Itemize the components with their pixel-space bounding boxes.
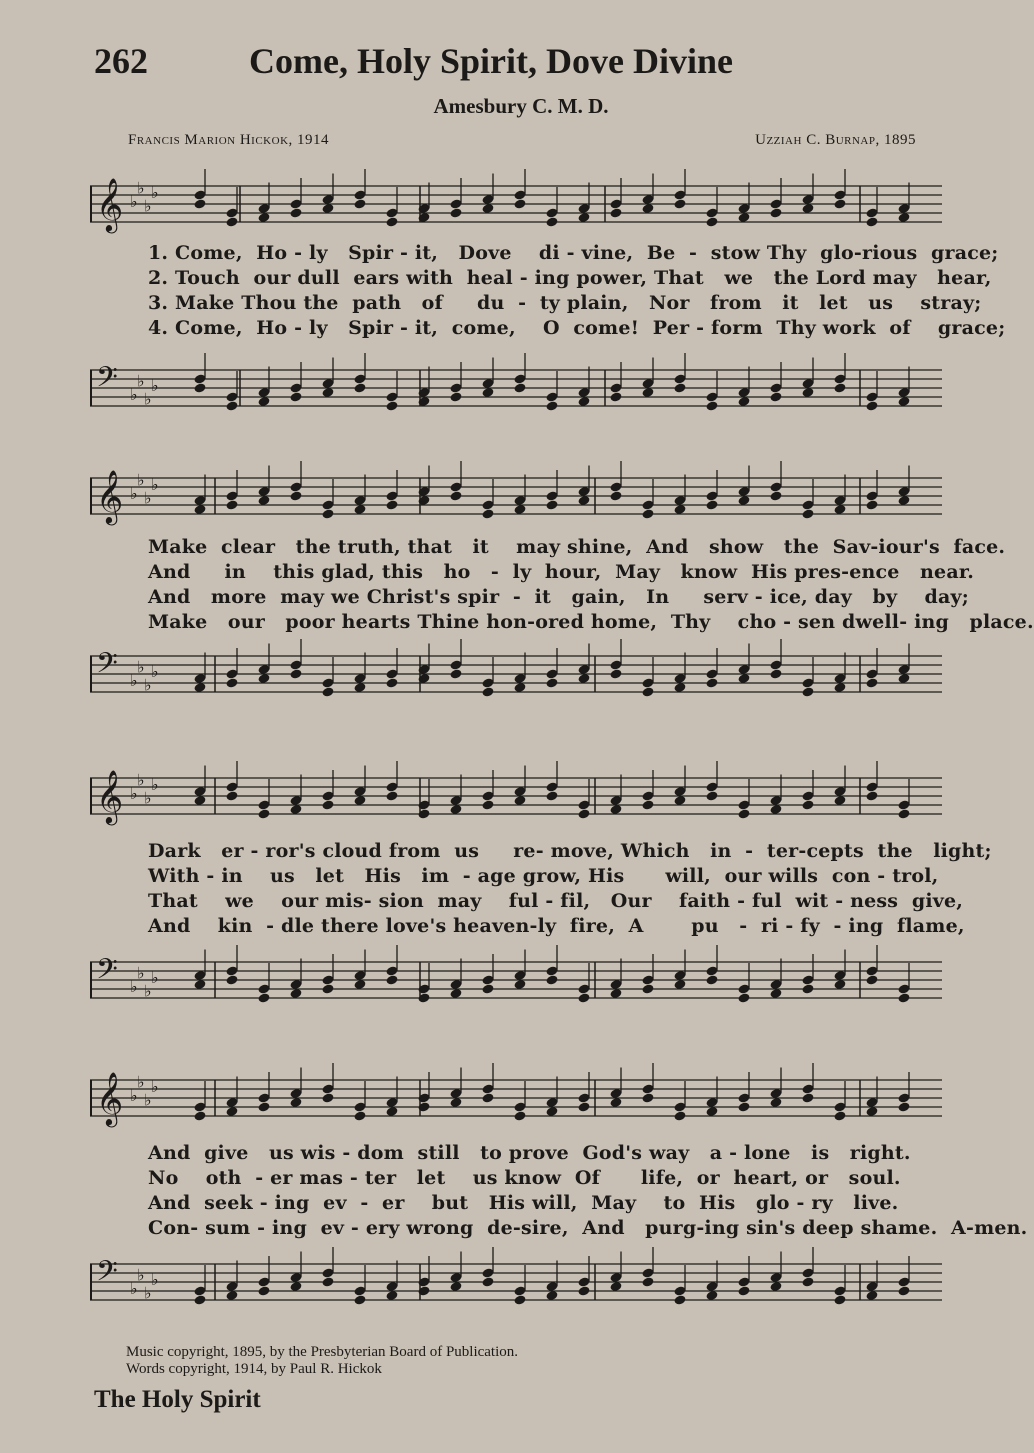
note-head	[481, 508, 494, 519]
treble-clef-icon: 𝄞	[96, 769, 124, 823]
bass-staff	[90, 1250, 942, 1330]
flat-icon: ♭	[130, 484, 138, 503]
note-head	[321, 799, 334, 810]
note-head	[353, 198, 366, 209]
note-head	[193, 1294, 206, 1305]
lyrics-block	[148, 840, 992, 940]
lyrics-block	[148, 242, 1006, 342]
note-head	[289, 207, 302, 218]
note-head	[353, 382, 366, 393]
lyric-verse-4: And kin - dle there love's heaven-ly fire, A pu - ri - fy - ing flame,	[148, 915, 965, 937]
note-head	[833, 382, 846, 393]
note-head	[801, 686, 814, 697]
note-head	[865, 499, 878, 510]
note-head	[545, 499, 558, 510]
note-head	[225, 677, 238, 688]
note-head	[257, 1285, 270, 1296]
flat-icon: ♭	[151, 475, 159, 494]
note-head	[577, 808, 590, 819]
note-head	[737, 1285, 750, 1296]
note-head	[513, 382, 526, 393]
note-head	[385, 677, 398, 688]
flat-icon: ♭	[144, 1283, 152, 1303]
hymn-number: 262	[94, 41, 148, 81]
flat-icon: ♭	[137, 770, 145, 790]
note-head	[545, 216, 558, 227]
note-head	[545, 400, 558, 411]
note-head	[705, 974, 718, 985]
treble-staff	[90, 464, 942, 544]
treble-clef-icon: 𝄞	[96, 1071, 124, 1125]
treble-clef-icon: 𝄞	[96, 177, 124, 231]
note-head	[609, 490, 622, 501]
flat-icon: ♭	[144, 1090, 152, 1110]
lyric-verse-3: And seek - ing ev - er but His will, May to His glo - ry live.	[148, 1192, 899, 1214]
note-head	[385, 974, 398, 985]
flat-icon: ♭	[137, 963, 145, 983]
note-head	[865, 400, 878, 411]
note-head	[705, 216, 718, 227]
flat-icon: ♭	[151, 376, 159, 395]
note-head	[481, 686, 494, 697]
note-head	[801, 799, 814, 810]
note-head	[321, 1276, 334, 1287]
lyric-verse-3: And more may we Christ's spir - it gain, In serv - ice, day by day;	[148, 586, 969, 608]
note-head	[321, 686, 334, 697]
note-head	[385, 499, 398, 510]
lyric-verse-2: With - in us let His im - age grow, His will, our wills con - trol,	[148, 865, 939, 887]
note-head	[673, 382, 686, 393]
lyricist: Francis Marion Hickok, 1914	[128, 132, 330, 148]
note-head	[321, 983, 334, 994]
note-head	[865, 790, 878, 801]
note-head	[577, 992, 590, 1003]
note-head	[385, 216, 398, 227]
note-head	[353, 1110, 366, 1121]
note-head	[897, 808, 910, 819]
note-head	[769, 668, 782, 679]
note-head	[481, 799, 494, 810]
note-head	[769, 207, 782, 218]
flat-icon: ♭	[151, 1270, 159, 1289]
note-head	[865, 216, 878, 227]
bass-clef-icon: 𝄢	[96, 953, 118, 993]
flat-icon: ♭	[137, 470, 145, 490]
note-head	[321, 1092, 334, 1103]
note-head	[225, 974, 238, 985]
note-head	[577, 1101, 590, 1112]
note-head	[225, 216, 238, 227]
treble-staff	[90, 1066, 942, 1146]
copyright-notice	[126, 1344, 518, 1378]
note-head	[641, 799, 654, 810]
note-head	[545, 974, 558, 985]
note-head	[865, 974, 878, 985]
flat-icon: ♭	[151, 183, 159, 202]
treble-staff	[90, 172, 942, 252]
note-head	[865, 677, 878, 688]
flat-icon: ♭	[130, 385, 138, 404]
lyrics-block	[148, 536, 1034, 636]
bass-staff	[90, 356, 942, 436]
note-head	[225, 400, 238, 411]
flat-icon: ♭	[144, 981, 152, 1001]
note-head	[609, 391, 622, 402]
note-head	[705, 400, 718, 411]
bass-clef-icon: 𝄢	[96, 361, 118, 401]
bass-staff	[90, 948, 942, 1028]
lyric-verse-2: No oth - er mas - ter let us know Of life, or heart, or soul.	[148, 1167, 901, 1189]
note-head	[673, 198, 686, 209]
flat-icon: ♭	[151, 775, 159, 794]
words-copyright: Words copyright, 1914, by Paul R. Hickok	[126, 1361, 382, 1377]
note-head	[193, 382, 206, 393]
note-head	[481, 1276, 494, 1287]
note-head	[833, 198, 846, 209]
note-head	[833, 1294, 846, 1305]
flat-icon: ♭	[130, 1279, 138, 1298]
flat-icon: ♭	[151, 1077, 159, 1096]
note-head	[641, 983, 654, 994]
note-head	[801, 983, 814, 994]
lyric-verse-2: And in this glad, this ho - ly hour, May know His pres-ence near.	[148, 561, 975, 583]
note-head	[801, 1092, 814, 1103]
flat-icon: ♭	[144, 675, 152, 695]
note-head	[673, 1110, 686, 1121]
flat-icon: ♭	[151, 968, 159, 987]
note-head	[897, 992, 910, 1003]
note-head	[385, 790, 398, 801]
bass-staff	[90, 642, 942, 722]
flat-icon: ♭	[137, 1265, 145, 1285]
lyric-verse-4: Con- sum - ing ev - ery wrong de-sire, And purg-ing sin's deep shame. A-men.	[148, 1217, 1028, 1239]
note-head	[769, 490, 782, 501]
treble-staff	[90, 764, 942, 844]
bass-clef-icon: 𝄢	[96, 647, 118, 687]
note-head	[801, 508, 814, 519]
flat-icon: ♭	[137, 657, 145, 677]
note-head	[289, 668, 302, 679]
note-head	[897, 1285, 910, 1296]
note-head	[737, 1101, 750, 1112]
lyric-verse-3: 3. Make Thou the path of du - ty plain, Nor from it let us stray;	[148, 292, 982, 314]
note-head	[481, 1092, 494, 1103]
lyric-verse-3: That we our mis- sion may ful - fil, Our faith - ful wit - ness give,	[148, 890, 964, 912]
lyric-verse-4: Make our poor hearts Thine hon-ored home, Thy cho - sen dwell- ing place.	[148, 611, 1034, 633]
lyric-verse-1: Make clear the truth, that it may shine, And show the Sav-iour's face.	[148, 536, 1006, 558]
lyrics-block	[148, 1142, 1028, 1242]
flat-icon: ♭	[137, 178, 145, 198]
note-head	[769, 391, 782, 402]
note-head	[481, 983, 494, 994]
note-head	[705, 790, 718, 801]
flat-icon: ♭	[130, 1086, 138, 1105]
note-head	[449, 490, 462, 501]
note-head	[641, 1276, 654, 1287]
lyric-verse-1: And give us wis - dom still to prove God's way a - lone is right.	[148, 1142, 911, 1164]
note-head	[257, 808, 270, 819]
note-head	[449, 207, 462, 218]
note-head	[257, 1101, 270, 1112]
note-head	[737, 808, 750, 819]
note-head	[257, 992, 270, 1003]
note-head	[673, 1294, 686, 1305]
flat-icon: ♭	[144, 389, 152, 409]
note-head	[737, 992, 750, 1003]
note-head	[801, 1276, 814, 1287]
hymn-title: Come, Holy Spirit, Dove Divine	[249, 41, 733, 81]
note-head	[545, 790, 558, 801]
flat-icon: ♭	[130, 784, 138, 803]
lyric-verse-2: 2. Touch our dull ears with heal - ing power, That we the Lord may hear,	[148, 267, 992, 289]
note-head	[513, 1294, 526, 1305]
note-head	[225, 790, 238, 801]
note-head	[705, 677, 718, 688]
flat-icon: ♭	[130, 192, 138, 211]
note-head	[705, 499, 718, 510]
note-head	[641, 1092, 654, 1103]
note-head	[385, 400, 398, 411]
note-head	[513, 1110, 526, 1121]
music-copyright: Music copyright, 1895, by the Presbyterian Board of Publication.	[126, 1344, 519, 1360]
bass-clef-icon: 𝄢	[96, 1255, 118, 1295]
note-head	[577, 1285, 590, 1296]
note-head	[609, 668, 622, 679]
section-title: The Holy Spirit	[94, 1386, 261, 1413]
tune-name: Amesbury C. M. D.	[433, 94, 609, 118]
lyric-verse-1: Dark er - ror's cloud from us re- move, Which in - ter-cepts the light;	[148, 840, 992, 862]
note-head	[225, 499, 238, 510]
note-head	[321, 508, 334, 519]
flat-icon: ♭	[151, 662, 159, 681]
flat-icon: ♭	[144, 488, 152, 508]
note-head	[289, 391, 302, 402]
flat-icon: ♭	[144, 788, 152, 808]
note-head	[193, 198, 206, 209]
note-head	[833, 1110, 846, 1121]
flat-icon: ♭	[130, 671, 138, 690]
note-head	[193, 1110, 206, 1121]
note-head	[897, 1101, 910, 1112]
note-head	[609, 207, 622, 218]
composer: Uzziah C. Burnap, 1895	[755, 132, 916, 148]
note-head	[289, 490, 302, 501]
note-head	[449, 391, 462, 402]
treble-clef-icon: 𝄞	[96, 469, 124, 523]
flat-icon: ♭	[137, 371, 145, 391]
lyric-verse-4: 4. Come, Ho - ly Spir - it, come, O come! Per - form Thy work of grace;	[148, 317, 1006, 339]
lyric-verse-1: 1. Come, Ho - ly Spir - it, Dove di - vine, Be - stow Thy glo-rious grace;	[148, 242, 999, 264]
flat-icon: ♭	[144, 196, 152, 216]
note-head	[641, 686, 654, 697]
note-head	[545, 677, 558, 688]
note-head	[641, 508, 654, 519]
note-head	[449, 668, 462, 679]
note-head	[353, 1294, 366, 1305]
flat-icon: ♭	[137, 1072, 145, 1092]
flat-icon: ♭	[130, 977, 138, 996]
note-head	[513, 198, 526, 209]
